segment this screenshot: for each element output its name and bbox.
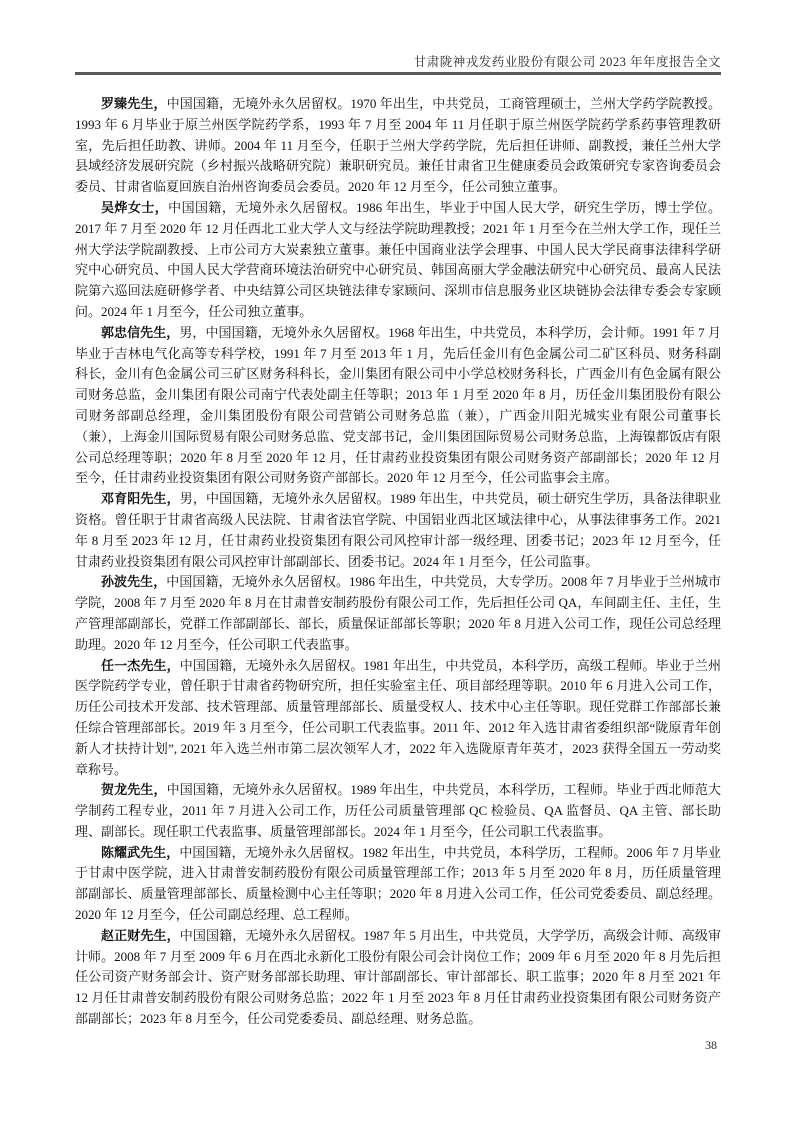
bio-paragraph <box>75 198 721 323</box>
bio-text: 中国国籍，无境外永久居留权。1981 年出生，中共党员，本科学历，高级工程师。毕业于兰州医学院药学专业，曾任职于甘肃省药物研究所，担任实验室主任、项目部经理等职。2010 年 6 月进入公司工作，历任公司技术开发部、技术管理部、质量管理部部长、质量受权人、技术中心主任等职。现任党群工作部部长兼任综合管理部部长。2019 年 3 月至今，任公司职工代表监事。2011 年、2012 年入选甘肃省委组织部“陇原青年创新人才扶持计划”, 2021 年入选兰州市第二层次领军人才，2022 年入选陇原青年英才，2023 获得全国五一劳动奖章称号。 <box>75 657 721 777</box>
person-name: 贺龙先生， <box>101 782 167 798</box>
bio-text: 中国国籍，无境外永久居留权。1987 年 5 月出生，中共党员，大学学历，高级会计师、高级审计师。2008 年 7 月至 2009 年 6 月在西北永新化工股份有限公司会计岗位工作；2009 年 6 月至 2020 年 8 月先后担任公司资产财务部会计、资产财务部部长助理、审计部副部长、审计部部长、职工监事；2020 年 8 月至 2021 年 12 月任甘肃普安制药股份有限公司财务总监；2022 年 1 月至 2023 年 8 月任甘肃药业投资集团有限公司财务资产部副部长；2023 年 8 月至今，任公司党委委员、副总经理、财务总监。 <box>75 927 721 1027</box>
bio-paragraph <box>75 572 721 655</box>
bio-text: 男，中国国籍，无境外永久居留权。1989 年出生，中共党员，硕士研究生学历，具备法律职业资格。曾任职于甘肃省高级人民法院、甘肃省法官学院、中国铝业西北区域法律中心，从事法律事务工作。2021 年 8 月至 2023 年 12 月，任甘肃药业投资集团有限公司风控审计部一级经理、团委书记；2023 年 12 月至今，任甘肃药业投资集团有限公司风控审计部副部长、团委书记。2024 年 1 月至今，任公司监事。 <box>75 491 721 569</box>
bio-paragraph <box>75 843 721 926</box>
person-name: 邓育阳先生， <box>101 491 180 507</box>
biography-content <box>75 94 721 1030</box>
report-title: 甘肃陇神戎发药业股份有限公司 2023 年年度报告全文 <box>413 55 721 69</box>
person-name: 孙波先生， <box>101 574 167 590</box>
bio-paragraph <box>75 656 721 781</box>
bio-text: 中国国籍，无境外永久居留权。1986 年出生，毕业于中国人民大学，研究生学历，博士学位。2017 年 7 月至 2020 年 12 月任西北工业大学人文与经法学院助理教授；2021 年 1 月至今在兰州大学工作，现任兰州大学法学院副教授、上市公司方大炭素独立董事。兼任中国商业法学会理事、中国人民大学民商事法律科学研究中心研究员、中国人民大学营商环境法治研究中心研究员、韩国高丽大学金融法研究中心研究员、最高人民法院第六巡回法庭研修学者、中央结算公司区块链法律专家顾问、深圳市信息服务业区块链协会法律专委会专家顾问。2024 年 1 月至今，任公司独立董事。 <box>75 199 721 319</box>
person-name: 任一杰先生， <box>101 657 180 673</box>
person-name: 赵正财先生， <box>101 927 180 943</box>
report-page <box>75 0 721 1122</box>
page-footer <box>75 1036 721 1054</box>
bio-text: 中国国籍，无境外永久居留权。1986 年出生，中共党员，大专学历。2008 年 7 月毕业于兰州城市学院，2008 年 7 月至 2020 年 8 月在甘肃普安制药股份有限公司工作，先后担任公司 QA，车间副主任、主任，生产管理部副部长，党群工作部副部长、部长，质量保证部部长等职；2020 年 8 月进入公司工作，现任公司总经理助理。2020 年 12 月至今，任公司职工代表监事。 <box>75 574 721 652</box>
person-name: 吴烨女士， <box>101 199 169 215</box>
bio-paragraph <box>75 780 721 842</box>
bio-text: 中国国籍，无境外永久居留权。1989 年出生，中共党员，本科学历，工程师。毕业于西北师范大学制药工程专业，2011 年 7 月进入公司工作，历任公司质量管理部 QC 检验员、QA 监督员、QA 主管、部长助理、副部长。现任职工代表监事、质量管理部部长。2024 年 1 月至今，任公司职工代表监事。 <box>75 782 721 839</box>
bio-paragraph <box>75 926 721 1030</box>
person-name: 罗臻先生， <box>101 96 167 111</box>
bio-paragraph <box>75 489 721 572</box>
bio-text: 男，中国国籍，无境外永久居留权。1968 年出生，中共党员，本科学历，会计师。1991 年 7 月毕业于吉林电气化高等专科学校，1991 年 7 月至 2013 年 1 月，先后任金川有色金属公司二矿区科员、财务科副科长，金川有色金属公司三矿区财务科科长，金川集团有限公司中小学总校财务科长，广西金川有色金属有限公司财务总监，金川集团有限公司南宁代表处副主任等职；2013 年 1 月至 2020 年 8 月，历任金川集团股份有限公司财务部副总经理，金川集团股份有限公司营销公司财务总监（兼），广西金川阳光城实业有限公司董事长（兼），上海金川国际贸易有限公司财务总监、党支部书记，金川集团国际贸易公司财务总监，上海镍都饭店有限公司总经理等职；2020 年 8 月至 2020 年 12 月，任甘肃药业投资集团有限公司财务资产部副部长；2020 年 12 月至今，任甘肃药业投资集团有限公司财务资产部部长。2020 年 12 月至今，任公司监事会主席。 <box>75 324 721 486</box>
person-name: 陈耀武先生， <box>101 844 180 860</box>
bio-paragraph <box>75 323 721 489</box>
page-number: 38 <box>705 1038 717 1052</box>
bio-text: 中国国籍，无境外永久居留权。1970 年出生，中共党员，工商管理硕士，兰州大学药学院教授。1993 年 6 月毕业于原兰州医学院药学系，1993 年 7 月至 2004 年 11 月任职于原兰州医学院药学系药事管理教研室，先后担任助教、讲师。2004 年 11 月至今，任职于兰州大学药学院，先后担任讲师、副教授，兼任兰州大学县域经济发展研究院（乡村振兴战略研究院）兼职研究员。兼任甘肃省卫生健康委员会政策研究专家咨询委员会委员、甘肃省临夏回族自治州咨询委员会委员。2020 年 12 月至今，任公司独立董事。 <box>75 96 721 195</box>
header-divider <box>75 72 721 75</box>
bio-text: 中国国籍，无境外永久居留权。1982 年出生，中共党员，本科学历，工程师。2006 年 7 月毕业于甘肃中医学院，进入甘肃普安制药股份有限公司质量管理部工作；2013 年 5 月至 2020 年 8 月，历任质量管理部副部长、质量管理部部长、质量检测中心主任等职；2020 年 8 月进入公司工作，任公司党委委员、副总经理。2020 年 12 月至今，任公司副总经理、总工程师。 <box>75 844 721 923</box>
bio-paragraph <box>75 94 721 198</box>
page-header <box>75 52 721 71</box>
person-name: 郭忠信先生， <box>101 324 180 340</box>
